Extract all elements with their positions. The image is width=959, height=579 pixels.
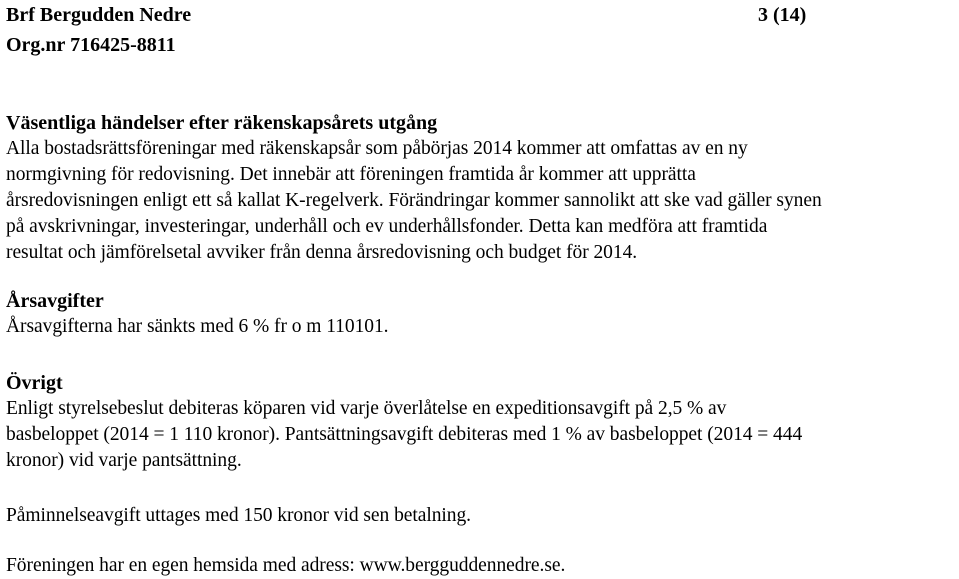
paragraph-line: resultat och jämförelsetal avviker från denna årsredovisning och budget för 2014. — [6, 242, 638, 263]
paragraph-line: på avskrivningar, investeringar, underhåll och ev underhållsfonder. Detta kan medföra att framtida — [6, 216, 768, 237]
section-heading: Övrigt — [6, 372, 63, 394]
header-left — [6, 0, 191, 60]
paragraph-line: kronor) vid varje pantsättning. — [6, 450, 242, 471]
paragraph-line: Alla bostadsrättsföreningar med räkenskapsår som påbörjas 2014 kommer att omfattas av en ny — [6, 138, 748, 159]
org-number: Org.nr 716425-8811 — [6, 34, 176, 56]
paragraph-line: normgivning för redovisning. Det innebär att föreningen framtida år kommer att upprätta — [6, 164, 696, 185]
association-name: Brf Bergudden Nedre — [6, 4, 192, 26]
document-page — [6, 0, 956, 576]
section-heading: Väsentliga händelser efter räkenskapsårets utgång — [6, 112, 438, 134]
paragraph-line: Föreningen har en egen hemsida med adress: www.bergguddennedre.se. — [6, 555, 566, 576]
section-website — [6, 553, 956, 579]
section-events-after-year-end — [6, 110, 956, 266]
section-annual-fees — [6, 288, 956, 340]
page-header — [6, 0, 956, 60]
paragraph-line: årsredovisningen enligt ett så kallat K-regelverk. Förändringar kommer sannolikt att ske vad gäller synen — [6, 190, 822, 211]
paragraph-line: basbeloppet (2014 = 1 110 kronor). Pantsättningsavgift debiteras med 1 % av basbeloppet (2014 = 444 — [6, 424, 803, 445]
section-reminder-fee — [6, 503, 956, 529]
section-heading: Årsavgifter — [6, 290, 104, 312]
section-other — [6, 370, 956, 474]
paragraph-line: Årsavgifterna har sänkts med 6 % fr o m 110101. — [6, 316, 389, 337]
paragraph-line: Enligt styrelsebeslut debiteras köparen vid varje överlåtelse en expeditionsavgift på 2,5 % av — [6, 398, 727, 419]
page-number: 3 (14) — [758, 4, 807, 26]
paragraph-line: Påminnelseavgift uttages med 150 kronor vid sen betalning. — [6, 505, 472, 526]
